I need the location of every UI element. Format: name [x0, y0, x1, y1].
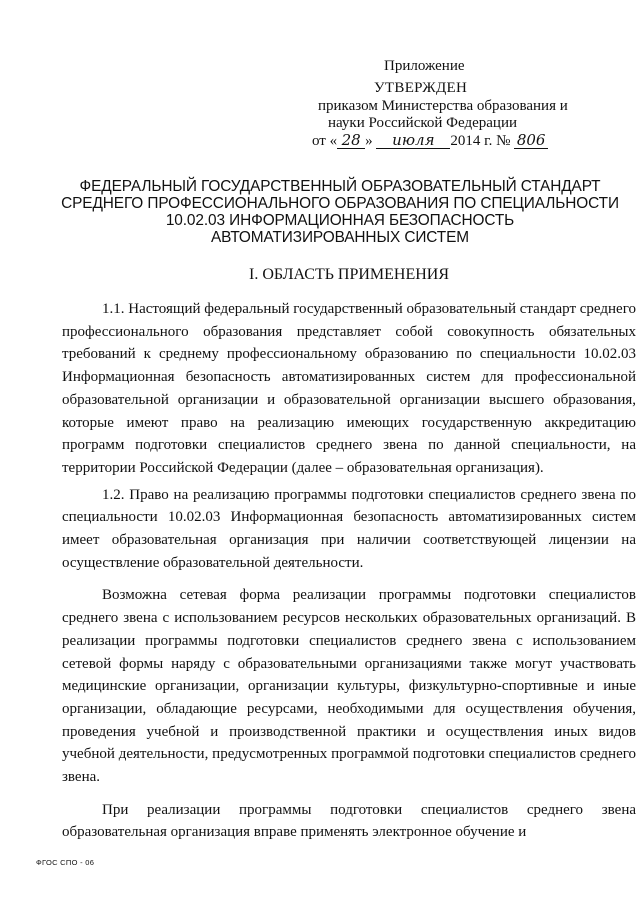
- appendix-label: Приложение: [384, 58, 465, 74]
- date-year: 2014 г. №: [450, 133, 511, 149]
- date-quote-close: »: [365, 133, 373, 149]
- order-line-1: приказом Министерства образования и: [318, 98, 568, 114]
- order-date-line: [312, 133, 548, 150]
- document-title: [40, 178, 640, 246]
- approved-label: УТВЕРЖДЕН: [374, 80, 468, 96]
- title-line-3: 10.02.03 ИНФОРМАЦИОННАЯ БЕЗОПАСНОСТЬ: [165, 212, 515, 229]
- footer-code: ФГОС СПО - 06: [36, 858, 95, 867]
- document-body: [62, 298, 636, 844]
- section-heading: I. ОБЛАСТЬ ПРИМЕНЕНИЯ: [248, 266, 450, 283]
- order-line-2: науки Российской Федерации: [328, 115, 518, 131]
- paragraph: При реализации программы подготовки специалистов среднего звена образовательная организация вправе применять электронное обучение и: [62, 801, 636, 841]
- title-line-4: АВТОМАТИЗИРОВАННЫХ СИСТЕМ: [211, 229, 469, 246]
- date-prefix: от «: [312, 133, 338, 149]
- paragraph: 1.1. Настоящий федеральный государственный образовательный стандарт среднего профессионального образования представляет собой совокупность обязательных требований к среднему профессиональному образованию по специальности 10.02.03 Информационная безопасность автоматизированных систем для профессиональной образовательной организации и образовательной организации высшего образования, которые имеют право на реализацию имеющих государственную аккредитацию программ подготовки специалистов среднего звена по данной специальности, на территории Российской Федерации (далее – образовательная организация).: [62, 301, 636, 476]
- paragraph: Возможна сетевая форма реализации программы подготовки специалистов среднего звена с использованием ресурсов нескольких образовательных организаций. В реализации программы подготовки специалистов среднего звена с использованием сетевой формы наряду с образовательными организациями также могут участвовать медицинские организации, организации культуры, физкультурно-спортивные и иные организации, обладающие ресурсами, необходимыми для осуществления обучения, проведения учебной и производственной практики и осуществления иных видов учебной деятельности, предусмотренных программой подготовки специалистов среднего звена.: [62, 587, 636, 786]
- title-line-2: СРЕДНЕГО ПРОФЕССИОНАЛЬНОГО ОБРАЗОВАНИЯ ПО СПЕЦИАЛЬНОСТИ: [61, 195, 619, 212]
- handwritten-day: 28: [337, 133, 365, 149]
- handwritten-order-number: 806: [514, 133, 548, 149]
- title-line-1: ФЕДЕРАЛЬНЫЙ ГОСУДАРСТВЕННЫЙ ОБРАЗОВАТЕЛЬНЫЙ СТАНДАРТ: [79, 178, 601, 195]
- handwritten-month: июля: [376, 133, 450, 149]
- paragraph: 1.2. Право на реализацию программы подготовки специалистов среднего звена по специальности 10.02.03 Информационная безопасность автоматизированных систем имеет образовательная организация при наличии соответствующей лицензии на осуществление образовательной деятельности.: [62, 486, 636, 571]
